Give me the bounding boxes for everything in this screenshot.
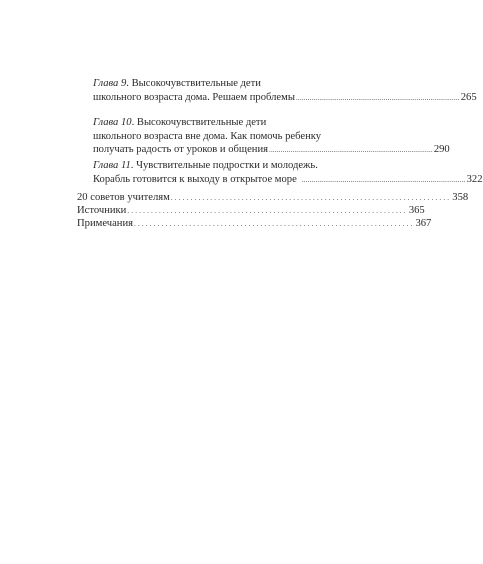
chapter-label-separator: .	[131, 117, 137, 128]
dot-leader: ....................................................................................	[269, 146, 433, 155]
chapter-title-text: Чувствительные подростки и молодежь.	[136, 160, 318, 171]
toc-chapter-9	[93, 77, 477, 105]
chapter-title-line	[93, 130, 357, 144]
dot-leader: ....................................................................................	[295, 93, 460, 102]
section-title: Примечания	[77, 218, 133, 229]
chapter-title-text: школьного возраста дома. Решаем проблемы	[93, 91, 295, 103]
chapter-label: Глава 10	[93, 117, 132, 128]
dot-leader: ....................................................................................	[301, 175, 466, 184]
page-number: 290	[433, 144, 450, 156]
section-title: Источники	[77, 205, 127, 216]
chapter-label-separator: .	[126, 78, 132, 89]
toc-section-notes	[77, 217, 432, 232]
chapter-last-line	[93, 143, 450, 158]
chapter-label: Глава 11	[93, 160, 131, 171]
chapter-title-text: Корабль готовится к выходу в открытое море	[93, 173, 297, 185]
section-title: 20 советов учителям	[77, 192, 170, 203]
dot-leader: .......................................................................	[134, 220, 415, 228]
page-number: 322	[466, 173, 483, 185]
chapter-title-text: Высокочувствительные дети	[136, 117, 267, 128]
chapter-title-text: школьного возраста вне дома. Как помочь ребенку	[93, 130, 322, 142]
page-number: 367	[415, 218, 432, 229]
page-number: 265	[460, 91, 477, 103]
page-number: 365	[408, 205, 425, 216]
chapter-label: Глава 9	[93, 78, 127, 89]
chapter-label-separator: .	[130, 160, 137, 171]
toc-chapter-11	[93, 159, 483, 187]
dot-leader: .......................................................................	[127, 207, 408, 215]
toc-chapter-10	[93, 116, 450, 158]
chapter-title-text: получать радость от уроков и общения	[93, 144, 268, 156]
chapter-title-line	[93, 77, 357, 91]
page-number: 358	[452, 192, 469, 203]
chapter-last-line	[93, 173, 483, 188]
dot-leader: .......................................................................	[170, 194, 452, 202]
chapter-title-line	[93, 159, 357, 173]
chapter-title-text: Высокочувствительные дети	[131, 78, 261, 89]
chapter-title-line	[93, 116, 357, 130]
chapter-last-line	[93, 91, 477, 106]
